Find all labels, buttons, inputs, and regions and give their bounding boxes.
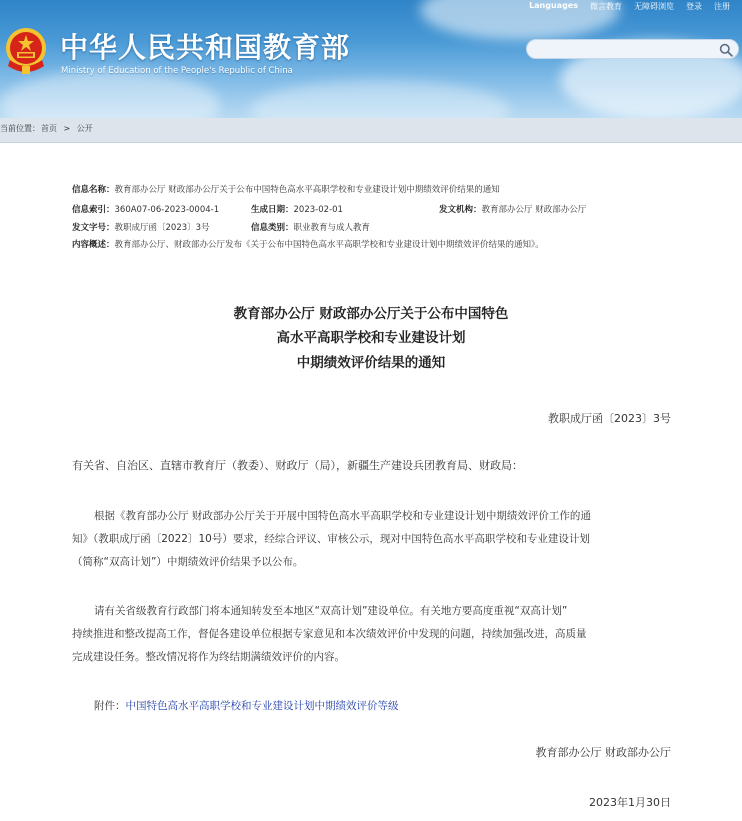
info-index-value: 360A07-06-2023-0004-1 — [114, 205, 220, 215]
info-agency-label: 发文机构： — [439, 205, 482, 215]
breadcrumb-public-link[interactable]: 公开 — [76, 124, 93, 133]
attachment-label: 附件： — [94, 700, 126, 712]
languages-link[interactable]: Languages — [529, 1, 578, 10]
article-title-line1: 教育部办公厅 财政部办公厅关于公布中国特色 — [233, 306, 509, 322]
weiyan-link[interactable]: 微言教育 — [590, 2, 622, 11]
signature: 教育部办公厅 财政部办公厅 — [535, 746, 671, 759]
addressee: 有关省、自治区、直辖市教育厅（教委）、财政厅（局），新疆生产建设兵团教育局、财政局： — [72, 459, 523, 472]
info-date-label: 生成日期： — [251, 205, 294, 215]
top-links — [523, 1, 736, 12]
breadcrumb — [0, 118, 742, 143]
info-category-value: 职业教育与成人教育 — [293, 223, 371, 233]
info-docno-label: 发文字号： — [72, 223, 115, 233]
paragraph-1-line-2: 知》（教职成厅函〔2022〕10号）要求，经综合评议、审核公示，现对中国特色高水平高职学校和专业建设计划 — [72, 533, 590, 545]
article-title-line2: 高水平高职学校和专业建设计划 — [276, 330, 466, 346]
search-box — [526, 39, 739, 59]
info-name-value: 教育部办公厅 财政部办公厅关于公布中国特色高水平高职学校和专业建设计划中期绩效评价结果的通知 — [114, 185, 500, 195]
info-row-name — [72, 183, 500, 197]
breadcrumb-prefix: 当前位置： — [0, 124, 40, 133]
info-agency-value: 教育部办公厅 财政部办公厅 — [481, 205, 587, 215]
register-link[interactable]: 注册 — [714, 2, 730, 11]
national-emblem-icon[interactable] — [4, 26, 48, 76]
issue-date: 2023年1月30日 — [589, 796, 671, 809]
attachment-link[interactable]: 中国特色高水平高职学校和专业建设计划中期绩效评价等级 — [125, 700, 399, 712]
info-summary-label: 内容概述： — [72, 240, 115, 250]
document-number: 教职成厅函〔2023〕3号 — [548, 412, 671, 425]
site-title[interactable]: 中华人民共和国教育部 — [60, 31, 351, 64]
site-subtitle: Ministry of Education of the People's Republic of China — [61, 66, 293, 76]
info-row-index — [72, 203, 219, 217]
search-icon[interactable] — [719, 43, 733, 57]
breadcrumb-separator: > — [63, 124, 71, 133]
breadcrumb-home-link[interactable]: 首页 — [41, 124, 57, 133]
info-docno-value: 教职成厅函〔2023〕3号 — [114, 223, 210, 233]
info-category-label: 信息类别： — [251, 223, 294, 233]
info-row-agency — [439, 203, 586, 217]
info-row-category — [251, 221, 370, 235]
site-header — [0, 0, 742, 118]
paragraph-1-line-3: （简称“双高计划”）中期绩效评价结果予以公布。 — [72, 556, 304, 568]
paragraph-2-line-3: 完成建设任务。整改情况将作为终结期满绩效评价的内容。 — [72, 651, 345, 663]
paragraph-2-line-1: 请有关省级教育行政部门将本通知转发至本地区“双高计划”建设单位。有关地方要高度重视“双高计划” — [94, 605, 568, 617]
info-name-label: 信息名称： — [72, 185, 115, 195]
accessibility-link[interactable]: 无障碍浏览 — [634, 2, 674, 11]
login-link[interactable]: 登录 — [686, 2, 702, 11]
info-row-date — [251, 203, 343, 217]
search-input[interactable] — [537, 42, 711, 58]
header-cloud — [250, 80, 510, 118]
info-row-summary — [72, 238, 544, 252]
paragraph-1-line-1: 根据《教育部办公厅 财政部办公厅关于开展中国特色高水平高职学校和专业建设计划中期绩效评价工作的通 — [94, 510, 591, 522]
info-summary-value: 教育部办公厅、财政部办公厅发布《关于公布中国特色高水平高职学校和专业建设计划中期绩效评价结果的通知》。 — [114, 240, 544, 250]
info-index-label: 信息索引： — [72, 205, 115, 215]
article-title-line3: 中期绩效评价结果的通知 — [296, 355, 446, 371]
info-row-docno — [72, 221, 210, 235]
paragraph-2-line-2: 持续推进和整改提高工作，督促各建设单位根据专家意见和本次绩效评价中发现的问题，持续加强改进，高质量 — [72, 628, 587, 640]
attachment — [94, 694, 399, 718]
info-date-value: 2023-02-01 — [293, 205, 343, 215]
header-cloud — [0, 70, 220, 118]
